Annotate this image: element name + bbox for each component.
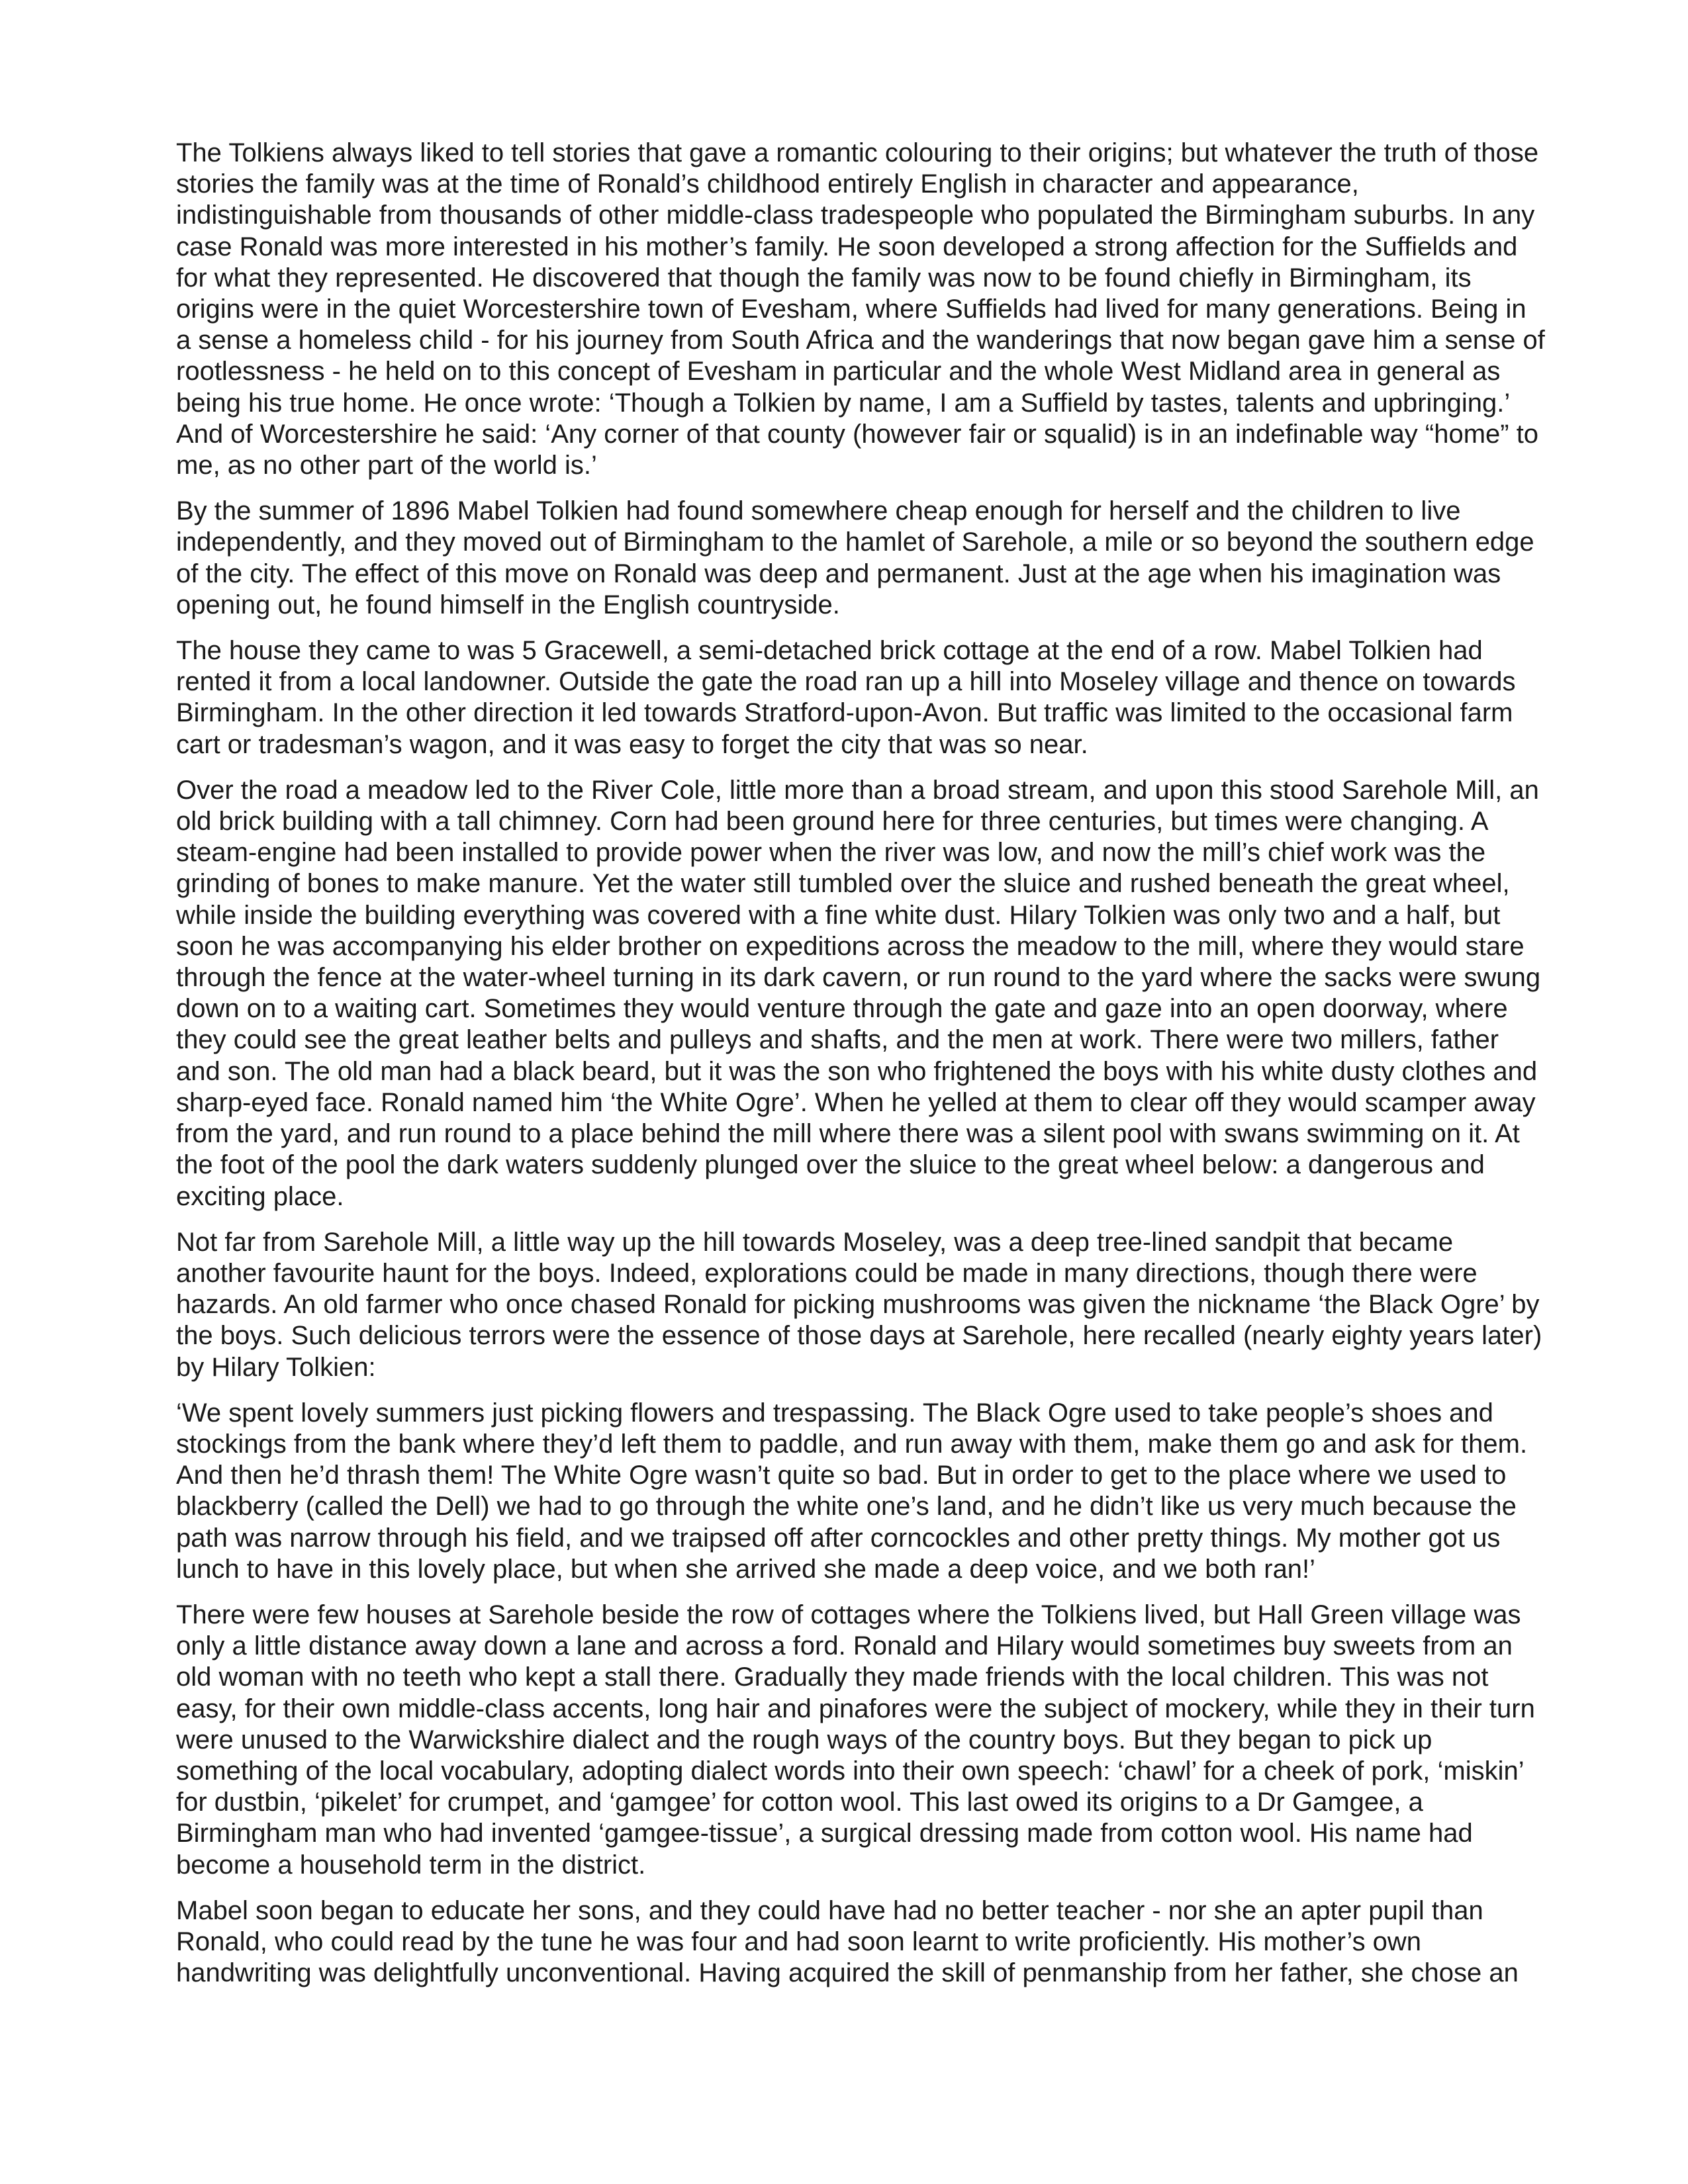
paragraph-8: Mabel soon began to educate her sons, and they could have had no better teacher - nor she an apter pupil than Ronald, who could read by the tune he was four and had soon learnt to write proficiently. His mother’s own handwriting was delightfully unconventional. Having acquired the skill of penmanship from her father, she chose an — [176, 1895, 1519, 1988]
paragraph-6-quotation: ‘We spent lovely summers just picking flowers and trespassing. The Black Ogre used to take people’s shoes and stockings from the bank where they’d left them to paddle, and run away with them, make them go and ask for them. And then he’d thrash them! The White Ogre wasn’t quite so bad. But in order to get to the place where we used to blackberry (called the Dell) we had to go through the white one’s land, and he didn’t like us very much because the path was narrow through his field, and we traipsed off after corncockles and other pretty things. My mother got us lunch to have in this lovely place, but when she arrived she made a deep voice, and we both ran!’ — [176, 1398, 1528, 1584]
paragraph-3: The house they came to was 5 Gracewell, a semi-detached brick cottage at the end of a row. Mabel Tolkien had rented it from a local landowner. Outside the gate the road ran up a hill into Moseley village and thence on towards Birmingham. In the other direction it led towards Stratford-upon-Avon. But traffic was limited to the occasional farm cart or tradesman’s wagon, and it was easy to forget the city that was so near. — [176, 636, 1516, 759]
body-text — [176, 138, 1546, 2003]
paragraph-1: The Tolkiens always liked to tell stories that gave a romantic colouring to their origins; but whatever the truth of those stories the family was at the time of Ronald’s childhood entirely English in character and appearance, indistinguishable from thousands of other middle-class tradespeople who populated the Birmingham suburbs. In any case Ronald was more interested in his mother’s family. He soon developed a strong affection for the Suffields and for what they represented. He discovered that though the family was now to be found chiefly in Birmingham, its origins were in the quiet Worcestershire town of Evesham, where Suffields had lived for many generations. Being in a sense a homeless child - for his journey from South Africa and the wanderings that now began gave him a sense of rootlessness - he held on to this concept of Evesham in particular and the whole West Midland area in general as being his true home. He once wrote: ‘Though a Tolkien by name, I am a Suffield by tastes, talents and upbringing.’ And of Worcestershire he said: ‘Any corner of that county (however fair or squalid) is in an indefinable way “home” to me, as no other part of the world is.’ — [176, 138, 1545, 480]
paragraph-5: Not far from Sarehole Mill, a little way up the hill towards Moseley, was a deep tree-lined sandpit that became another favourite haunt for the boys. Indeed, explorations could be made in many directions, though there were hazards. An old farmer who once chased Ronald for picking mushrooms was given the nickname ‘the Black Ogre’ by the boys. Such delicious terrors were the essence of those days at Sarehole, here recalled (nearly eighty years later) by Hilary Tolkien: — [176, 1227, 1542, 1382]
paragraph-4: Over the road a meadow led to the River Cole, little more than a broad stream, and upon this stood Sarehole Mill, an old brick building with a tall chimney. Corn had been ground here for three centuries, but times were changing. A steam-engine had been installed to provide power when the river was low, and now the mill’s chief work was the grinding of bones to make manure. Yet the water still tumbled over the sluice and rushed beneath the great wheel, while inside the building everything was covered with a fine white dust. Hilary Tolkien was only two and a half, but soon he was accompanying his elder brother on expeditions across the meadow to the mill, where they would stare through the fence at the water-wheel turning in its dark cavern, or run round to the yard where the sacks were swung down on to a waiting cart. Sometimes they would venture through the gate and gaze into an open doorway, where they could see the great leather belts and pulleys and shafts, and the men at work. There were two millers, father and son. The old man had a black beard, but it was the son who frightened the boys with his white dusty clothes and sharp-eyed face. Ronald named him ‘the White Ogre’. When he yelled at them to clear off they would scamper away from the yard, and run round to a place behind the mill where there was a silent pool with swans swimming on it. At the foot of the pool the dark waters suddenly plunged over the sluice to the great wheel below: a dangerous and exciting place. — [176, 775, 1541, 1211]
paragraph-7: There were few houses at Sarehole beside the row of cottages where the Tolkiens lived, but Hall Green village was only a little distance away down a lane and across a ford. Ronald and Hilary would sometimes buy sweets from an old woman with no teeth who kept a stall there. Gradually they made friends with the local children. This was not easy, for their own middle-class accents, long hair and pinafores were the subject of mockery, while they in their turn were unused to the Warwickshire dialect and the rough ways of the country boys. But they began to pick up something of the local vocabulary, adopting dialect words into their own speech: ‘chawl’ for a cheek of pork, ‘miskin’ for dustbin, ‘pikelet’ for crumpet, and ‘gamgee’ for cotton wool. This last owed its origins to a Dr Gamgee, a Birmingham man who had invented ‘gamgee-tissue’, a surgical dressing made from cotton wool. His name had become a household term in the district. — [176, 1600, 1535, 1880]
paragraph-2: By the summer of 1896 Mabel Tolkien had found somewhere cheap enough for herself and the children to live independently, and they moved out of Birmingham to the hamlet of Sarehole, a mile or so beyond the southern edge of the city. The effect of this move on Ronald was deep and permanent. Just at the age when his imagination was opening out, he found himself in the English countryside. — [176, 496, 1534, 619]
